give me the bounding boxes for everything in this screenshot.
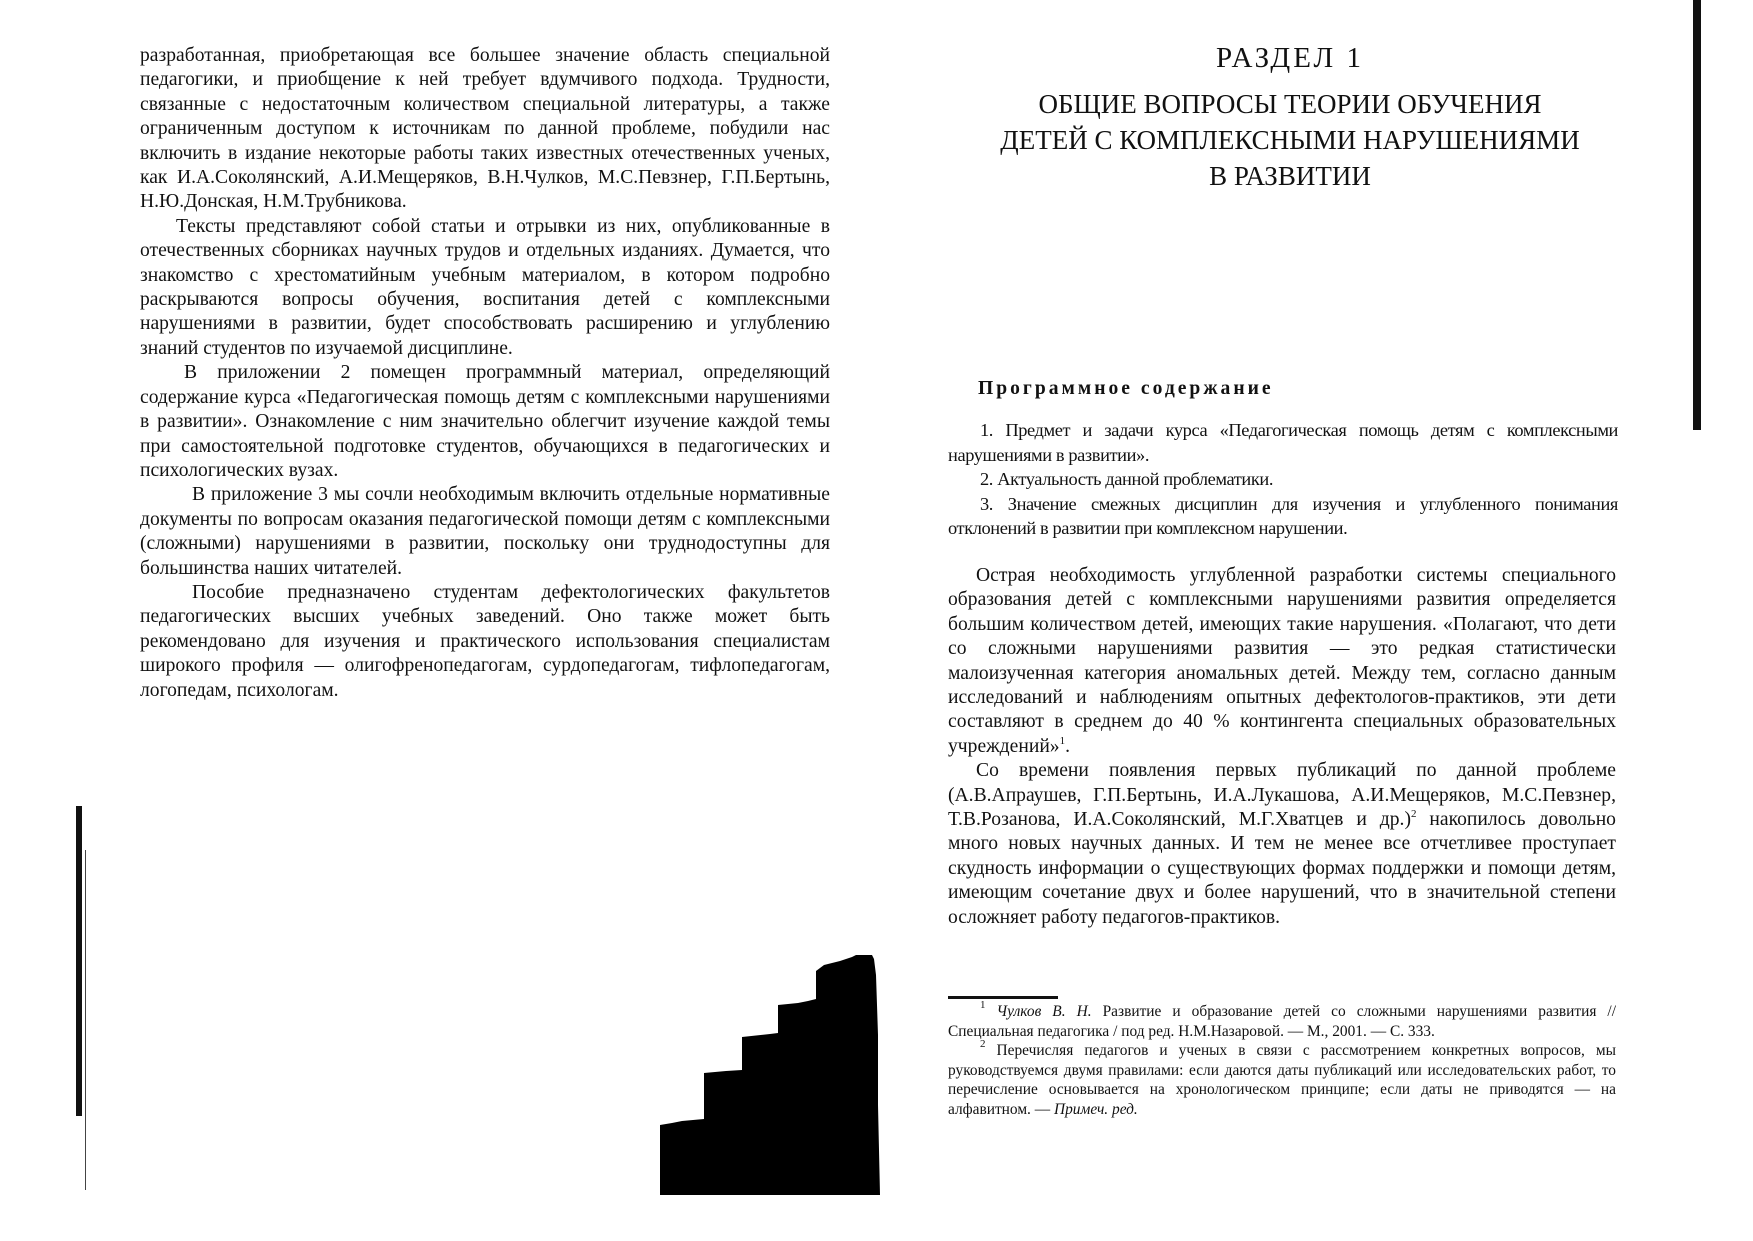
right-body-text [948, 564, 1616, 930]
scan-edge-bar [76, 806, 82, 1116]
program-item: 2. Актуальность данной проблематики. [980, 469, 1274, 490]
program-content-list [948, 418, 1618, 541]
footnote-separator [948, 996, 1058, 999]
footnote-mark: 1 [980, 999, 986, 1011]
paragraph-text-end: накопилось довольно много новых научных данных. И тем не менее все отчетливее проступает скудность информации о существующих формах поддержки и помощи детям, имеющим сочетание двух и более нарушений, что в значительной степени осложняет работу педагогов-практиков. [948, 809, 1616, 928]
left-text-column [140, 44, 830, 703]
paragraph-appendix-2: В приложении 2 помещен программный материал, определяющий содержание курса «Педагогическая помощь детям с комплексными нарушениями в развитии». Ознакомление с ним значительно облегчит изучение каждой темы при самостоятельной подготовке студентов, обучающихся в педагогических и психологических вузах. [140, 362, 830, 481]
footnote-ref-1: 1 [1059, 734, 1066, 747]
footnote-text: Перечисляя педагогов и ученых в связи с рассмотрением конкретных вопросов, мы руководствуемся двумя правилами: если даются даты публикаций или исследовательских работ, то перечисление основывается на хронологическом принципе; если даты не приводятся — на алфавитном. — [948, 1042, 1616, 1118]
section-header [940, 36, 1640, 194]
paragraph-necessity [948, 564, 1616, 759]
section-title-line: ОБЩИЕ ВОПРОСЫ ТЕОРИИ ОБУЧЕНИЯ [1038, 89, 1542, 119]
paragraph-text-end: . [1065, 735, 1071, 757]
footnote-2 [948, 1038, 1616, 1119]
left-page [0, 0, 876, 1241]
paragraph-texts-description: Тексты представляют собой статьи и отрывки из них, опубликованные в отечественных сборниках научных трудов и отдельных изданиях. Думается, что знакомство с хрестоматийным учебным материалом, в котором подробно раскрываются вопросы обучения, воспитания детей с комплексными нарушениями в развитии, будет способствовать расширению и углублению знаний студентов по изучаемой дисциплине. [140, 215, 830, 359]
footnotes [948, 999, 1616, 1120]
footnote-ref-2: 2 [1410, 808, 1417, 821]
paragraph-text: Со времени появления первых публикаций по данной проблеме (А.В.Апраушев, Г.П.Бертынь, И.А.Лукашова, А.И.Мещеряков, М.С.Певзнер, Т.В.Розанова, И.А.Соколянский, М.Г.Хватцев и др.) [948, 760, 1616, 831]
program-item: 3. Значение смежных дисциплин для изучения и углубленного понимания отклонений в развитии при комплексном нарушении. [948, 493, 1618, 539]
footnote-1 [948, 999, 1616, 1041]
scan-edge-line [85, 850, 86, 1190]
section-title-line: ДЕТЕЙ С КОМПЛЕКСНЫМИ НАРУШЕНИЯМИ [1000, 125, 1580, 155]
scan-edge-bar-right [1693, 0, 1701, 430]
program-item: 1. Предмет и задачи курса «Педагогическая помощь детям с комплексными нарушениями в развитии». [948, 420, 1618, 465]
footnote-author: Чулков В. Н. [996, 1003, 1092, 1020]
footnote-mark: 2 [980, 1038, 986, 1051]
paragraph-text: Острая необходимость углубленной разработки системы специального образования детей с комплексными нарушениями развития определяется большим количеством детей, имеющих такие нарушения. «Полагают, что дети со сложными нарушениями развития — это редкая статистически малоизученная категория аномальных детей. Между тем, согласно данным исследований и наблюдениям опытных дефектологов-практиков, эти дети составляют в среднем до 40 % контингента специальных образовательных учреждений» [948, 565, 1616, 757]
paragraph-publications [948, 759, 1616, 930]
editor-note: Примеч. ред. [1054, 1100, 1138, 1118]
section-title-line: В РАЗВИТИИ [1209, 161, 1371, 191]
staircase-decoration [660, 955, 880, 1195]
program-content-heading: Программное содержание [978, 378, 1274, 399]
section-title [940, 86, 1640, 194]
paragraph-audience: Пособие предназначено студентам дефектологических факультетов педагогических высших учебных заведений. Оно также может быть рекомендовано для изучения и практического использования специалистам широкого профиля — олигофренопедагогам, сурдопедагогам, тифлопедагогам, логопедам, психологам. [140, 581, 830, 701]
footnote-text: Развитие и образование детей со сложными нарушениями развития // Специальная педагогика / под ред. Н.М.Назаровой. — М., 2001. — С. 333. [948, 1003, 1616, 1040]
paragraph-intro-continued: разработанная, приобретающая все большее значение область специальной педагогики, и приобщение к ней требует вдумчивого подхода. Трудности, связанные с недостаточным количеством специальной литературы, а также ограниченным доступом к источникам по данной проблеме, побудили нас включить в издание некоторые работы таких известных отечественных ученых, как И.А.Соколянский, А.И.Мещеряков, В.Н.Чулков, М.С.Певзнер, Г.П.Бертынь, Н.Ю.Донская, Н.М.Трубникова. [140, 45, 830, 213]
paragraph-appendix-3: В приложение 3 мы сочли необходимым включить отдельные нормативные документы по вопросам оказания педагогической помощи детям с комплексными (сложными) нарушениями в развитии, поскольку они труднодоступны для большинства наших читателей. [140, 484, 830, 579]
section-number: РАЗДЕЛ 1 [1216, 42, 1364, 74]
